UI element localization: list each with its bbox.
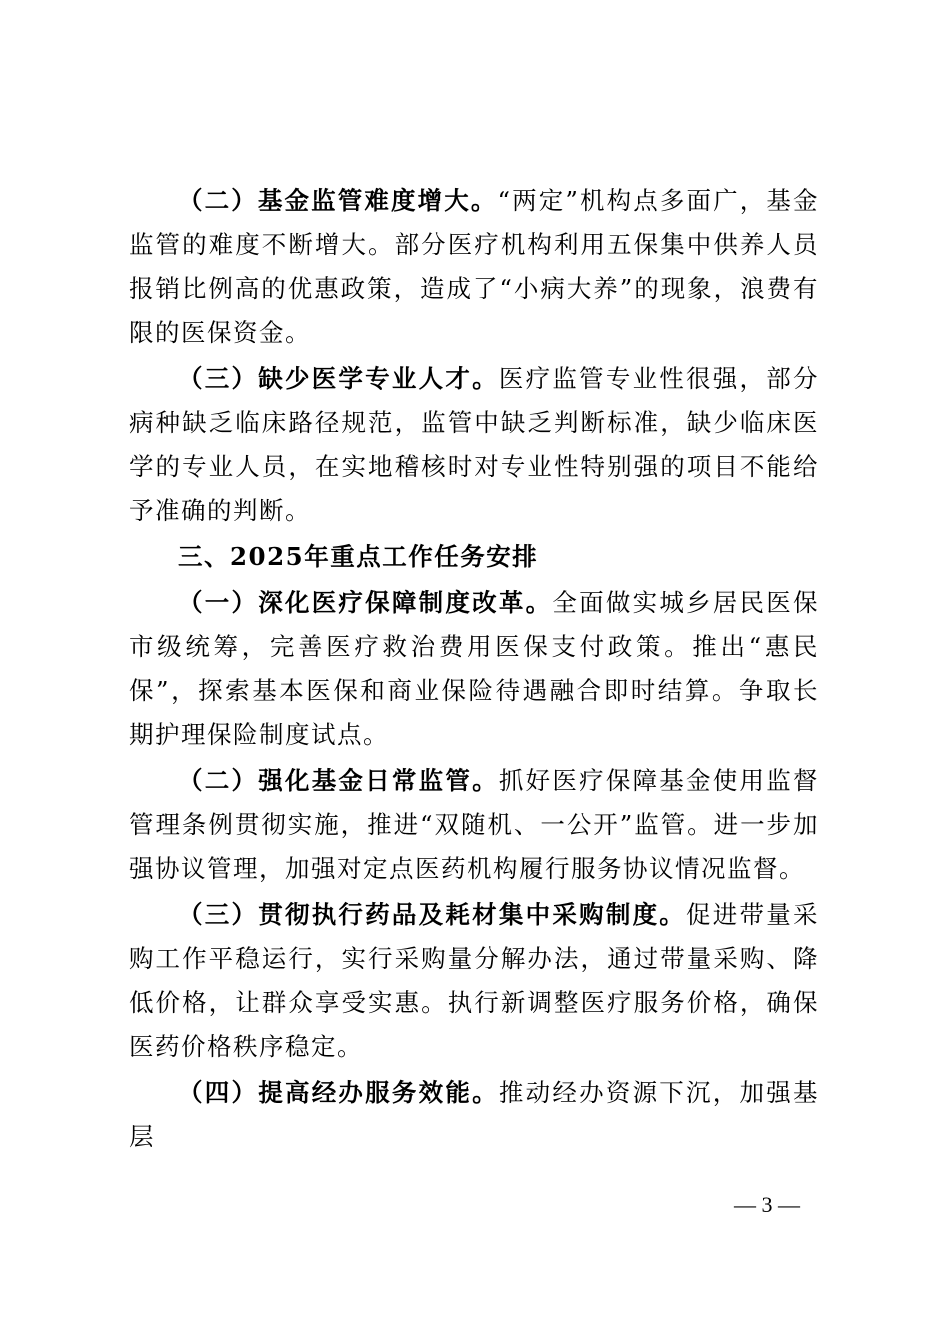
paragraph-lead: （四）提高经办服务效能。 xyxy=(178,1078,499,1107)
paragraph-body: “两定”机构点多面广，基金监管的难度不断增大。部分医疗机构利用五保集中供养人员报销比例高的优惠政策，造成了“小病大养”的现象，浪费有限的医保资金。 xyxy=(129,186,819,347)
body-text xyxy=(129,179,819,1161)
paragraph-reform xyxy=(129,581,819,757)
paragraph-body: 全面做实城乡居民医保市级统筹，完善医疗救治费用医保支付政策。推出“惠民保”，探索基本医保和商业保险待遇融合即时结算。争取长期护理保险制度试点。 xyxy=(129,588,820,749)
paragraph-lead: （三）贯彻执行药品及耗材集中采购制度。 xyxy=(178,900,687,929)
page-number: — 3 — xyxy=(734,1192,800,1217)
section-heading: 三、2025年重点工作任务安排 xyxy=(178,542,539,571)
paragraph-lead: （二）基金监管难度增大。 xyxy=(178,186,498,215)
paragraph-lead: （二）强化基金日常监管。 xyxy=(178,766,499,795)
paragraph-body: 推动经办资源下沉，加强基层 xyxy=(129,1078,820,1151)
paragraph-procurement xyxy=(129,893,819,1069)
paragraph-service-efficiency xyxy=(129,1071,819,1159)
paragraph-lead: （一）深化医疗保障制度改革。 xyxy=(178,588,553,617)
paragraph-medical-talent xyxy=(129,357,819,533)
paragraph-daily-supervision xyxy=(129,759,819,891)
paragraph-body: 促进带量采购工作平稳运行，实行采购量分解办法，通过带量采购、降低价格，让群众享受实惠。执行新调整医疗服务价格，确保医药价格秩序稳定。 xyxy=(129,900,820,1061)
paragraph-body: 医疗监管专业性很强，部分病种缺乏临床路径规范，监管中缺乏判断标准，缺少临床医学的专业人员，在实地稽核时对专业性特别强的项目不能给予准确的判断。 xyxy=(129,364,820,525)
paragraph-lead: （三）缺少医学专业人才。 xyxy=(178,364,499,393)
paragraph-fund-supervision xyxy=(129,179,819,355)
paragraph-body: 抓好医疗保障基金使用监督管理条例贯彻实施，推进“双随机、一公开”监管。进一步加强协议管理，加强对定点医药机构履行服务协议情况监督。 xyxy=(129,766,820,883)
